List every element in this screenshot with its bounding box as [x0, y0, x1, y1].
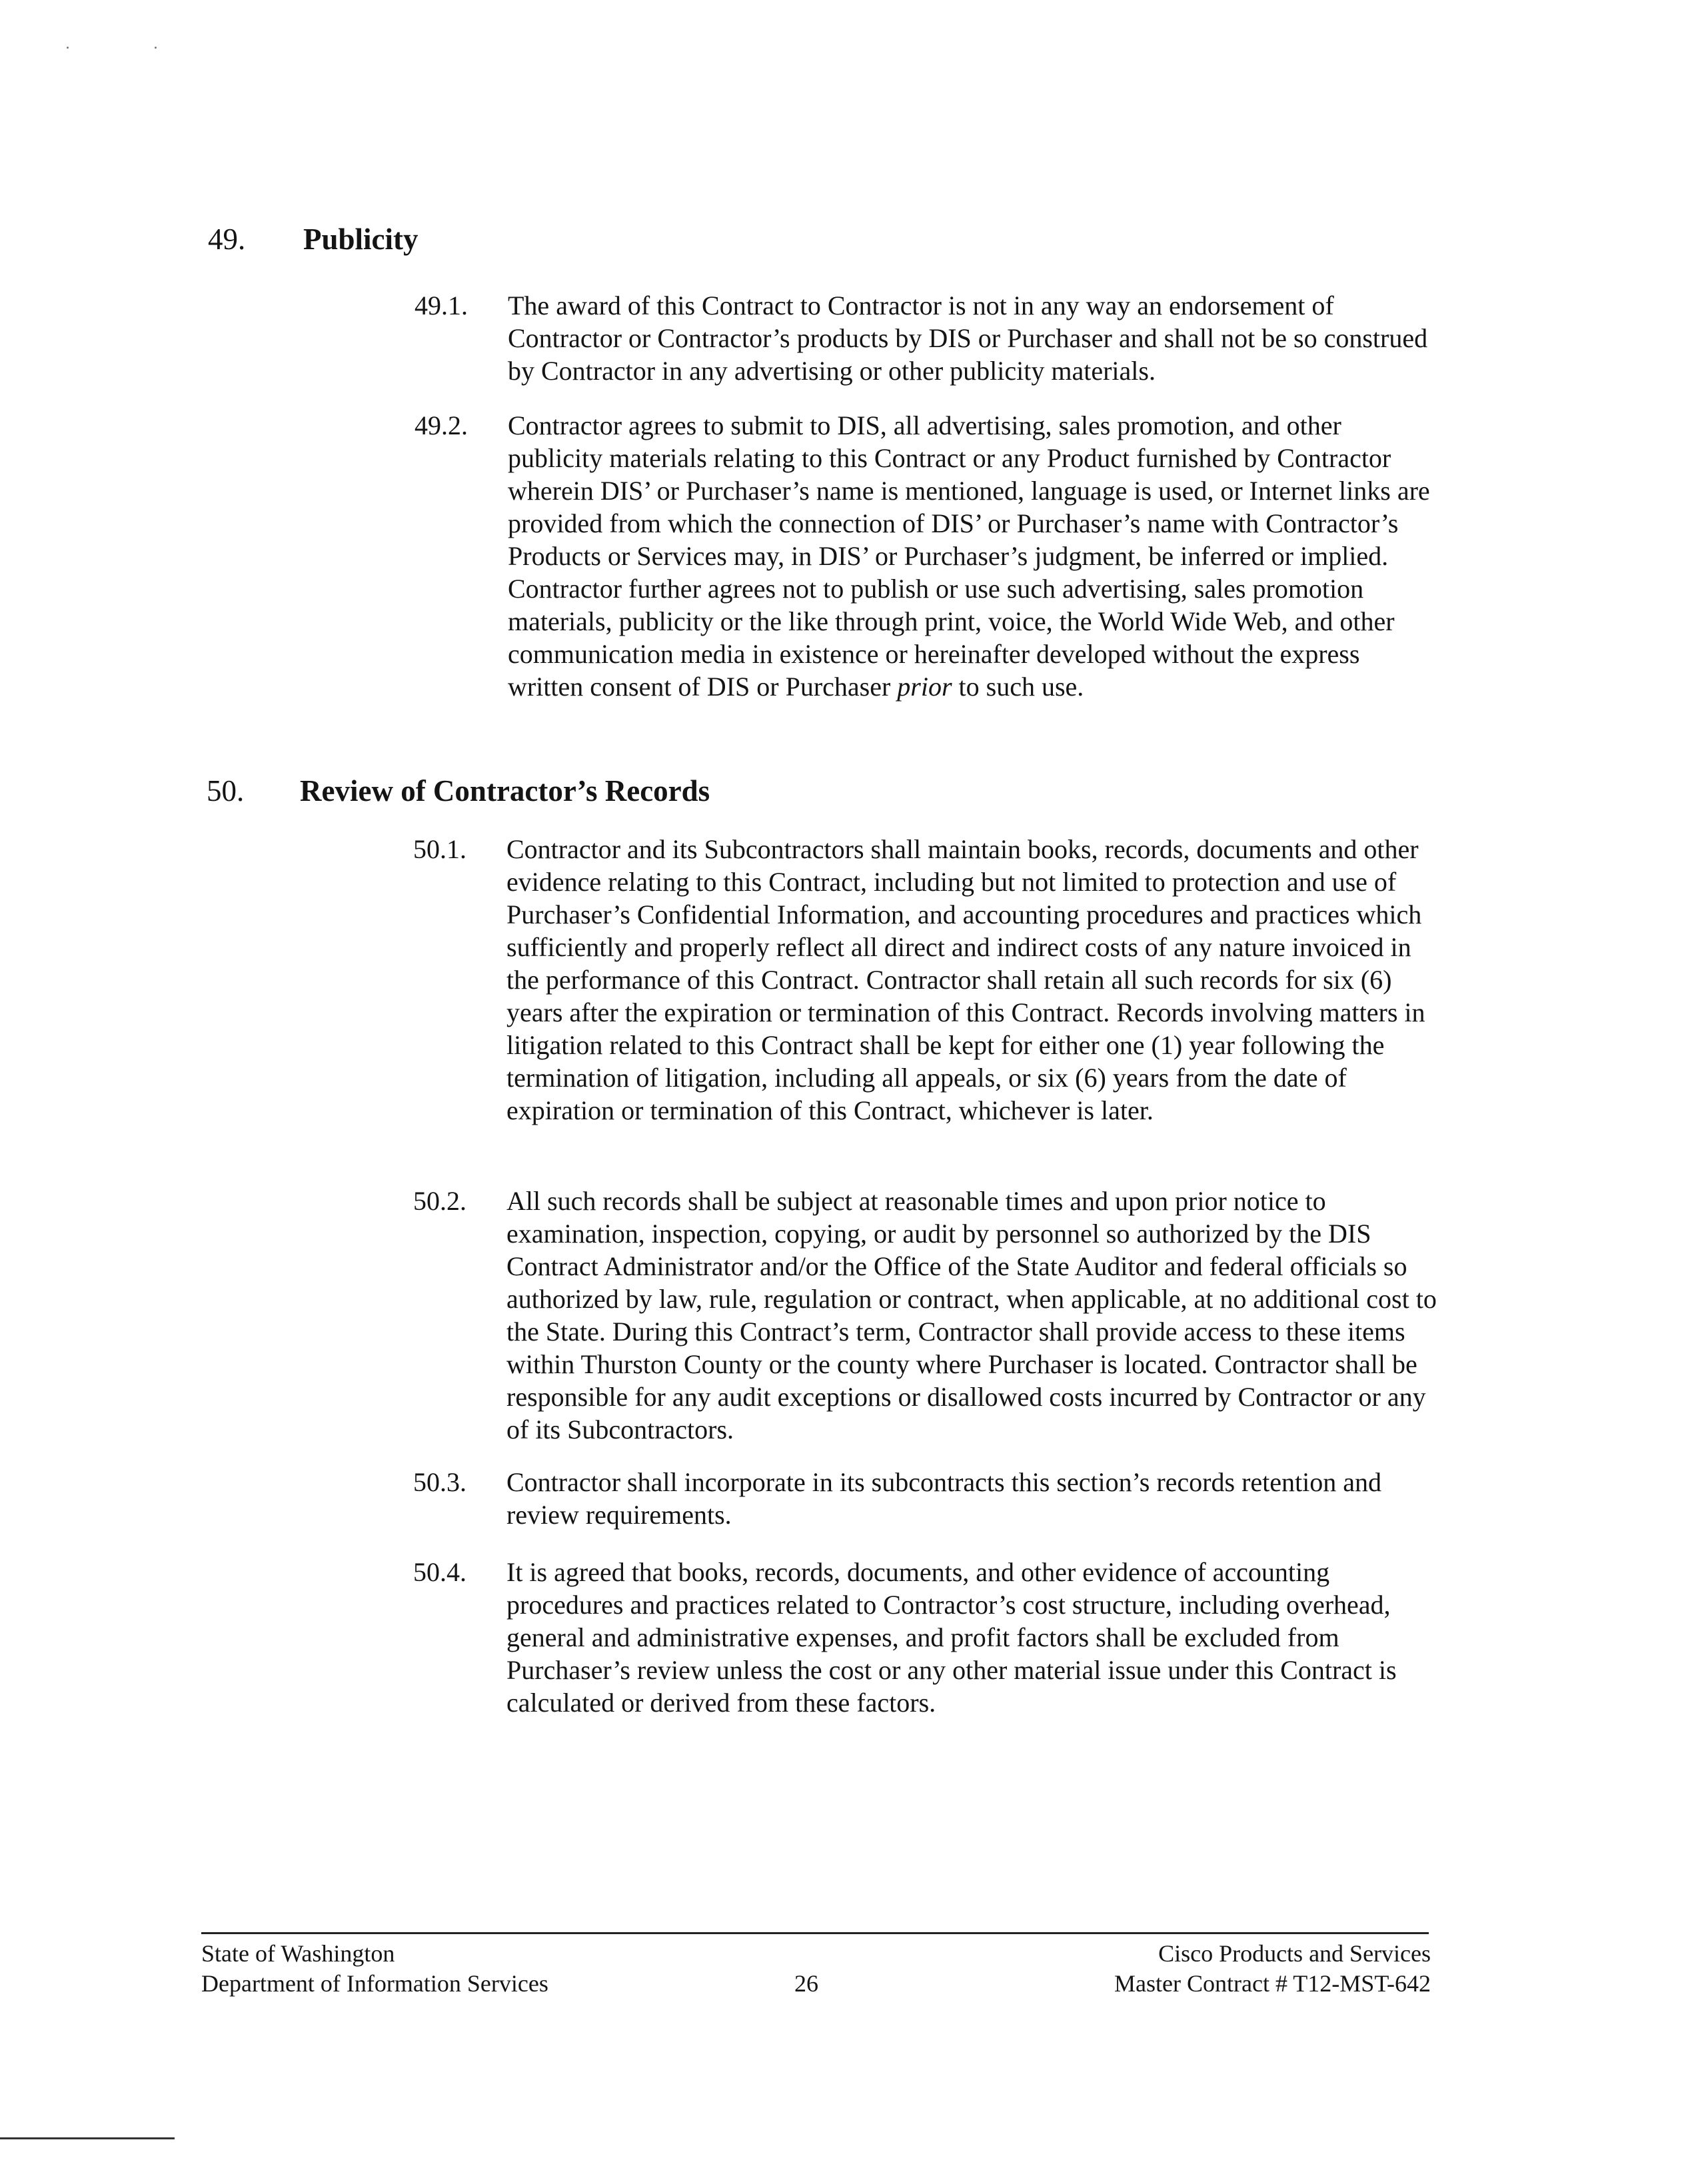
footer-divider: [201, 1932, 1429, 1934]
clause-number: 49.1.: [415, 290, 468, 320]
footer-department: Department of Information Services: [201, 1970, 548, 1997]
section-number: 49.: [208, 223, 246, 256]
footer-agency: State of Washington: [201, 1940, 395, 1967]
clause-text-tail: to such use.: [952, 672, 1084, 702]
section-title: Publicity: [303, 223, 419, 256]
clause-text: The award of this Contract to Contractor is not in any way an endorsement of Contractor or Contractor’s products by DIS or Purchaser and shall not be so construed by Contractor in any advertising or other publicity materials.: [508, 290, 1428, 386]
clause-number: 50.4.: [413, 1557, 466, 1587]
footer-product-line: Cisco Products and Services: [1158, 1940, 1431, 1967]
clause-text: [508, 409, 1441, 703]
scan-edge-line: [0, 2137, 175, 2139]
footer-page-number: 26: [794, 1970, 818, 1997]
clause-number: 50.2.: [413, 1186, 466, 1216]
section-title: Review of Contractor’s Records: [300, 774, 710, 808]
footer-right: [1114, 1939, 1431, 1999]
clause-number: 50.1.: [413, 834, 466, 864]
clause-text: Contractor and its Subcontractors shall maintain books, records, documents and other evidence relating to this Contract, including but not limited to protection and use of Purchaser’s Confidential Information, and accounting procedures and practices which sufficiently and properly reflect all direct and indirect costs of any nature invoiced in the performance of this Contract. Contractor shall retain all such records for six (6) years after the expiration or termination of this Contract. Records involving matters in litigation related to this Contract shall be kept for either one (1) year following the termination of litigation, including all appeals, or six (6) years from the date of expiration or termination of this Contract, whichever is later.: [506, 834, 1425, 1125]
clause-text: All such records shall be subject at reasonable times and upon prior notice to examination, inspection, copying, or audit by personnel so authorized by the DIS Contract Administrator and/or the Office of the State Auditor and federal officials so authorized by law, rule, regulation or contract, when applicable, at no additional cost to the State. During this Contract’s term, Contractor shall provide access to these items within Thurston County or the county where Purchaser is located. Contractor shall be responsible for any audit exceptions or disallowed costs incurred by Contractor or any of its Subcontractors.: [506, 1186, 1437, 1444]
clause-text: It is agreed that books, records, documents, and other evidence of accounting procedures and practices related to Contractor’s cost structure, including overhead, general and administrative expenses, and profit factors shall be excluded from Purchaser’s review unless the cost or any other material issue under this Contract is calculated or derived from these factors.: [506, 1557, 1397, 1718]
scan-mark: [67, 47, 69, 49]
clause-text-emphasis: prior: [897, 672, 952, 702]
footer-contract-number: Master Contract # T12-MST-642: [1114, 1970, 1431, 1997]
clause-number: 50.3.: [413, 1467, 466, 1497]
section-number: 50.: [207, 774, 245, 808]
clause-text-main: Contractor agrees to submit to DIS, all advertising, sales promotion, and other publicity materials relating to this Contract or any Product furnished by Contractor wherein DIS’ or Purchaser’s name is mentioned, language is used, or Internet links are provided from which the connection of DIS’ or Purchaser’s name with Contractor’s Products or Services may, in DIS’ or Purchaser’s judgment, be inferred or implied. Contractor further agrees not to publish or use such advertising, sales promotion materials, publicity or the like through print, voice, the World Wide Web, and other communication media in existence or hereinafter developed without the express written consent of DIS or Purchaser: [508, 410, 1430, 702]
clause-text: Contractor shall incorporate in its subcontracts this section’s records retention and review requirements.: [506, 1467, 1381, 1530]
scan-mark: [155, 47, 157, 49]
footer-left: [201, 1939, 548, 1999]
clause-number: 49.2.: [415, 410, 468, 440]
